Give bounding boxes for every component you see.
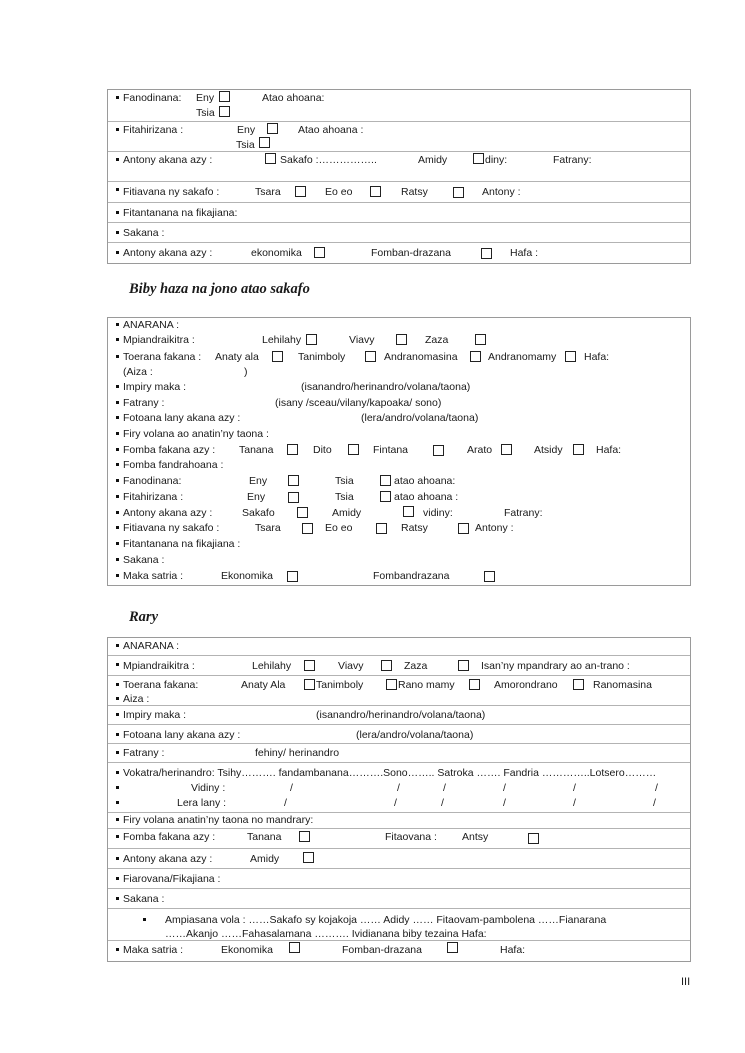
label-andranomamy: Andranomamy xyxy=(488,351,557,363)
label-fomban-drazana: Fomban-drazana xyxy=(371,247,451,259)
slash: / xyxy=(573,797,576,809)
label-hafa: Hafa: xyxy=(596,444,622,456)
label-antony: Antony akana azy : xyxy=(123,507,213,519)
checkbox-ratsy[interactable] xyxy=(458,523,469,534)
label-tsia: Tsia xyxy=(196,107,215,119)
label-viavy: Viavy xyxy=(338,660,364,672)
slash: / xyxy=(443,782,446,794)
bullet-icon xyxy=(116,385,119,388)
row-fitahirizana xyxy=(108,122,690,152)
page-number: III xyxy=(681,976,691,988)
checkbox-lehilahy[interactable] xyxy=(306,334,317,345)
label-eny: Eny xyxy=(249,475,268,487)
label-fitantanana: Fitantanana na fikajiana : xyxy=(123,538,241,550)
bullet-icon xyxy=(116,857,119,860)
label-fatrany-options: fehiny/ herinandro xyxy=(255,747,340,759)
checkbox-rano-mamy[interactable] xyxy=(469,679,480,690)
checkbox-viavy[interactable] xyxy=(396,334,407,345)
row-fatrany xyxy=(108,744,690,763)
slash: / xyxy=(290,782,293,794)
label-fanodinana: Fanodinana: xyxy=(123,475,182,487)
label-fitantanana: Fitantanana na fikajiana: xyxy=(123,207,238,219)
label-fotoana: Fotoana lany akana azy : xyxy=(123,412,241,424)
row-ampiasana xyxy=(108,909,690,941)
bullet-icon xyxy=(116,835,119,838)
row-fanodinana xyxy=(108,474,690,490)
checkbox-tanana[interactable] xyxy=(299,831,310,842)
checkbox-ekonomika[interactable] xyxy=(289,942,300,953)
section-heading-rary: Rary xyxy=(129,609,158,625)
checkbox-amorondrano[interactable] xyxy=(573,679,584,690)
bullet-icon xyxy=(116,897,119,900)
bullet-icon xyxy=(116,558,119,561)
checkbox-anaty-ala[interactable] xyxy=(272,351,283,362)
label-fitahirizana: Fitahirizana : xyxy=(123,491,184,503)
label-eny: Eny xyxy=(247,491,266,503)
bullet-icon xyxy=(116,188,119,191)
label-vidiny: Vidiny : xyxy=(191,782,226,794)
label-fiarovana: Fiarovana/Fikajiana : xyxy=(123,873,221,885)
label-ampiasana-vola-2: ……Akanjo ……Fahasalamana ………. Ividianana biby tezaina Hafa: xyxy=(165,928,487,940)
label-mpiandraikitra: Mpiandraikitra : xyxy=(123,334,195,346)
checkbox-zaza[interactable] xyxy=(458,660,469,671)
label-eny: Eny xyxy=(196,92,215,104)
label-eo-eo: Eo eo xyxy=(325,522,353,534)
label-fitahirizana: Fitahirizana : xyxy=(123,124,184,136)
label-impiry-options: (isanandro/herinandro/volana/taona) xyxy=(301,381,471,393)
checkbox-tsara[interactable] xyxy=(295,186,306,197)
checkbox-tanimboly[interactable] xyxy=(365,351,376,362)
label-fomba-fandrahoana: Fomba fandrahoana : xyxy=(123,459,224,471)
bullet-icon xyxy=(116,771,119,774)
checkbox-eny[interactable] xyxy=(288,475,299,486)
label-sakana: Sakana : xyxy=(123,554,165,566)
label-lehilahy: Lehilahy xyxy=(262,334,302,346)
label-andranomasina: Andranomasina xyxy=(384,351,458,363)
label-aiza: Aiza : xyxy=(123,693,150,705)
label-fomba: Fomba fakana azy : xyxy=(123,444,216,456)
label-maka-satria: Maka satria : xyxy=(123,570,184,582)
label-sakana: Sakana : xyxy=(123,893,165,905)
row-antony xyxy=(108,152,690,182)
label-zaza: Zaza xyxy=(425,334,449,346)
row-toerana xyxy=(108,676,690,706)
label-ranomasina: Ranomasina xyxy=(593,679,652,691)
row-mpiandraikitra xyxy=(108,656,690,676)
label-fitiavana: Fitiavana ny sakafo : xyxy=(123,186,220,198)
bullet-icon xyxy=(116,463,119,466)
checkbox-arato[interactable] xyxy=(501,444,512,455)
row-anarana xyxy=(108,638,690,656)
label-fatrany: Fatrany : xyxy=(123,397,165,409)
bullet-icon xyxy=(116,355,119,358)
table-1 xyxy=(107,89,691,264)
label-atao-ahoana: Atao ahoana: xyxy=(262,92,325,104)
checkbox-amidy[interactable] xyxy=(473,153,484,164)
label-impiry-options: (isanandro/herinandro/volana/taona) xyxy=(316,709,486,721)
bullet-icon xyxy=(116,751,119,754)
label-fotoana-options: (lera/andro/volana/taona) xyxy=(361,412,479,424)
bullet-icon xyxy=(116,786,119,789)
slash: / xyxy=(503,782,506,794)
row-vokatra xyxy=(108,763,690,813)
label-fombandrazana: Fombandrazana xyxy=(373,570,450,582)
row-fiarovana xyxy=(108,869,690,889)
row-antony-2 xyxy=(108,243,690,263)
bullet-icon xyxy=(116,733,119,736)
row-fitantanana xyxy=(108,537,690,553)
row-maka-satria xyxy=(108,941,690,961)
label-anarana: ANARANA : xyxy=(123,640,180,652)
checkbox-antsy[interactable] xyxy=(528,833,539,844)
bullet-icon xyxy=(116,801,119,804)
label-sakana: Sakana : xyxy=(123,227,165,239)
label-antony: Antony : xyxy=(475,522,514,534)
label-fotoana-options: (lera/andro/volana/taona) xyxy=(356,729,474,741)
label-atsidy: Atsidy xyxy=(534,444,563,456)
checkbox-andranomamy[interactable] xyxy=(565,351,576,362)
label-aiza-close: ) xyxy=(244,366,248,378)
label-viavy: Viavy xyxy=(349,334,375,346)
checkbox-anaty-ala[interactable] xyxy=(304,679,315,690)
row-impiry xyxy=(108,706,690,725)
label-ekonomika: ekonomika xyxy=(251,247,302,259)
label-impiry: Impiry maka : xyxy=(123,709,187,721)
row-sakana xyxy=(108,223,690,243)
label-fomban-drazana: Fomban-drazana xyxy=(342,944,422,956)
row-fitiavana xyxy=(108,521,690,537)
checkbox-dito[interactable] xyxy=(348,444,359,455)
label-tanimboly: Tanimboly xyxy=(316,679,364,691)
label-amidy: Amidy xyxy=(250,853,280,865)
checkbox-eny[interactable] xyxy=(288,492,299,503)
slash: / xyxy=(441,797,444,809)
label-tsia: Tsia xyxy=(236,139,255,151)
label-sakafo: Sakafo xyxy=(242,507,275,519)
bullet-icon xyxy=(116,96,119,99)
label-hafa: Hafa: xyxy=(584,351,610,363)
bullet-icon xyxy=(116,663,119,666)
row-fotoana xyxy=(108,725,690,744)
label-eo-eo: Eo eo xyxy=(325,186,353,198)
checkbox-eo-eo[interactable] xyxy=(376,523,387,534)
label-fitiavana: Fitiavana ny sakafo : xyxy=(123,522,220,534)
bullet-icon xyxy=(116,416,119,419)
label-mpiandraikitra: Mpiandraikitra : xyxy=(123,660,195,672)
label-fatrany: Fatrany: xyxy=(553,154,592,166)
label-tsia: Tsia xyxy=(335,491,354,503)
checkbox-amidy[interactable] xyxy=(403,506,414,517)
bullet-icon xyxy=(116,697,119,700)
bullet-icon xyxy=(116,251,119,254)
row-sakana xyxy=(108,553,690,569)
row-fitantanana xyxy=(108,203,690,223)
row-fotoana xyxy=(108,411,690,427)
checkbox-zaza[interactable] xyxy=(475,334,486,345)
checkbox-tanimboly[interactable] xyxy=(386,679,397,690)
checkbox-viavy[interactable] xyxy=(381,660,392,671)
slash: / xyxy=(397,782,400,794)
bullet-icon xyxy=(116,818,119,821)
row-fanodinana xyxy=(108,90,690,122)
row-firy xyxy=(108,427,690,443)
checkbox-tsia[interactable] xyxy=(259,137,270,148)
label-antony: Antony : xyxy=(482,186,521,198)
label-hafa: Hafa : xyxy=(510,247,539,259)
checkbox-fombandrazana[interactable] xyxy=(484,571,495,582)
bullet-icon xyxy=(116,323,119,326)
label-ratsy: Ratsy xyxy=(401,522,428,534)
bullet-icon xyxy=(116,713,119,716)
label-fotoana: Fotoana lany akana azy : xyxy=(123,729,241,741)
label-maka-satria: Maka satria : xyxy=(123,944,184,956)
label-anarana: ANARANA : xyxy=(123,319,180,331)
label-rano-mamy: Rano mamy xyxy=(398,679,455,691)
bullet-icon xyxy=(116,574,119,577)
checkbox-eny[interactable] xyxy=(267,123,278,134)
checkbox-tsara[interactable] xyxy=(302,523,313,534)
label-tsia: Tsia xyxy=(335,475,354,487)
checkbox-sakafo[interactable] xyxy=(265,153,276,164)
slash: / xyxy=(573,782,576,794)
row-fomba xyxy=(108,443,690,458)
slash: / xyxy=(503,797,506,809)
table-3 xyxy=(107,637,691,962)
bullet-icon xyxy=(116,542,119,545)
label-ampiasana-vola: Ampiasana vola : ……Sakafo sy kojakoja …… Adidy …… Fitaovam-pambolena ……Fianarana xyxy=(165,914,607,926)
checkbox-tsia[interactable] xyxy=(380,475,391,486)
bullet-icon xyxy=(116,158,119,161)
label-antony: Antony akana azy : xyxy=(123,853,213,865)
row-mpiandraikitra xyxy=(108,333,690,349)
label-atao-ahoana: atao ahoana: xyxy=(394,475,456,487)
checkbox-andranomasina[interactable] xyxy=(470,351,481,362)
checkbox-amidy[interactable] xyxy=(303,852,314,863)
checkbox-ekonomika[interactable] xyxy=(314,247,325,258)
row-fatrany xyxy=(108,396,690,411)
slash: / xyxy=(284,797,287,809)
label-amidy: Amidy xyxy=(418,154,448,166)
label-ekonomika: Ekonomika xyxy=(221,570,273,582)
label-antsy: Antsy xyxy=(462,831,489,843)
label-fanodinana: Fanodinana: xyxy=(123,92,182,104)
bullet-icon xyxy=(116,526,119,529)
label-amorondrano: Amorondrano xyxy=(494,679,558,691)
row-fomba-fandrahoana xyxy=(108,458,690,474)
bullet-icon xyxy=(116,231,119,234)
bullet-icon xyxy=(116,401,119,404)
bullet-icon xyxy=(116,128,119,131)
label-antony: Antony akana azy : xyxy=(123,154,213,166)
checkbox-fomban-drazana[interactable] xyxy=(481,248,492,259)
label-aiza: (Aiza : xyxy=(123,366,153,378)
checkbox-eo-eo[interactable] xyxy=(370,186,381,197)
row-toerana xyxy=(108,349,690,380)
row-antony xyxy=(108,849,690,869)
label-toerana: Toerana fakana: xyxy=(123,679,199,691)
label-amidy: Amidy xyxy=(332,507,362,519)
label-atao-ahoana: atao ahoana : xyxy=(394,491,459,503)
label-ekonomika: Ekonomika xyxy=(221,944,273,956)
bullet-icon xyxy=(116,495,119,498)
bullet-icon xyxy=(116,877,119,880)
slash: / xyxy=(394,797,397,809)
label-fitaovana: Fitaovana : xyxy=(385,831,437,843)
slash: / xyxy=(655,782,658,794)
label-tsara: Tsara xyxy=(255,522,281,534)
row-maka-satria xyxy=(108,569,690,585)
label-lera-lany: Lera lany : xyxy=(177,797,227,809)
row-antony xyxy=(108,506,690,521)
label-fatrany-options: (isany /sceau/vilany/kapoaka/ sono) xyxy=(275,397,442,409)
bullet-icon xyxy=(116,644,119,647)
row-firy xyxy=(108,813,690,829)
bullet-icon xyxy=(116,479,119,482)
checkbox-ratsy[interactable] xyxy=(453,187,464,198)
label-antony: Antony akana azy : xyxy=(123,247,213,259)
label-diny: diny: xyxy=(485,154,508,166)
label-ratsy: Ratsy xyxy=(401,186,428,198)
label-hafa: Hafa: xyxy=(500,944,526,956)
checkbox-tsia[interactable] xyxy=(380,491,391,502)
label-eny: Eny xyxy=(237,124,256,136)
label-anaty-ala: Anaty Ala xyxy=(241,679,286,691)
label-tanana: Tanana xyxy=(247,831,282,843)
label-fomba: Fomba fakana azy : xyxy=(123,831,216,843)
label-firy-volana: Firy volana anatin’ny taona no mandrary: xyxy=(123,814,314,826)
label-fatrany: Fatrany: xyxy=(504,507,543,519)
row-fomba xyxy=(108,829,690,849)
checkbox-ekonomika[interactable] xyxy=(287,571,298,582)
checkbox-atsidy[interactable] xyxy=(573,444,584,455)
checkbox-tanana[interactable] xyxy=(287,444,298,455)
row-fitahirizana xyxy=(108,490,690,506)
checkbox-lehilahy[interactable] xyxy=(304,660,315,671)
bullet-icon xyxy=(116,683,119,686)
label-lehilahy: Lehilahy xyxy=(252,660,292,672)
section-heading-biby-haza: Biby haza na jono atao sakafo xyxy=(129,281,310,297)
label-toerana: Toerana fakana : xyxy=(123,351,202,363)
table-2 xyxy=(107,317,691,586)
label-tanana: Tanana xyxy=(239,444,274,456)
bullet-icon xyxy=(116,448,119,451)
row-anarana xyxy=(108,318,690,333)
row-impiry xyxy=(108,380,690,396)
label-vokatra: Vokatra/herinandro: Tsihy………. fandambanana……….Sono…….. Satroka ……. Fandria …………..Lotsero……… xyxy=(123,767,657,779)
bullet-icon xyxy=(116,948,119,951)
bullet-icon xyxy=(116,432,119,435)
label-dito: Dito xyxy=(313,444,332,456)
label-fatrany: Fatrany : xyxy=(123,747,165,759)
label-tanimboly: Tanimboly xyxy=(298,351,346,363)
label-vidiny: vidiny: xyxy=(423,507,453,519)
label-anaty-ala: Anaty ala xyxy=(215,351,259,363)
checkbox-fomban-drazana[interactable] xyxy=(447,942,458,953)
label-impiry: Impiry maka : xyxy=(123,381,187,393)
label-atao-ahoana: Atao ahoana : xyxy=(298,124,364,136)
checkbox-eny[interactable] xyxy=(219,91,230,102)
checkbox-sakafo[interactable] xyxy=(297,507,308,518)
bullet-icon xyxy=(116,511,119,514)
row-sakana xyxy=(108,889,690,909)
label-isan-ny-mpandrary: Isan’ny mpandrary ao an-trano : xyxy=(481,660,630,672)
label-zaza: Zaza xyxy=(404,660,428,672)
slash: / xyxy=(653,797,656,809)
label-tsara: Tsara xyxy=(255,186,281,198)
label-firy-volana: Firy volana ao anatin’ny taona : xyxy=(123,428,269,440)
label-arato: Arato xyxy=(467,444,493,456)
label-sakafo: Sakafo :…………….. xyxy=(280,154,377,166)
checkbox-tsia[interactable] xyxy=(219,106,230,117)
row-fitiavana xyxy=(108,182,690,203)
bullet-icon xyxy=(116,338,119,341)
label-fintana: Fintana xyxy=(373,444,409,456)
checkbox-fintana[interactable] xyxy=(433,445,444,456)
bullet-icon xyxy=(116,211,119,214)
bullet-icon xyxy=(143,918,146,921)
